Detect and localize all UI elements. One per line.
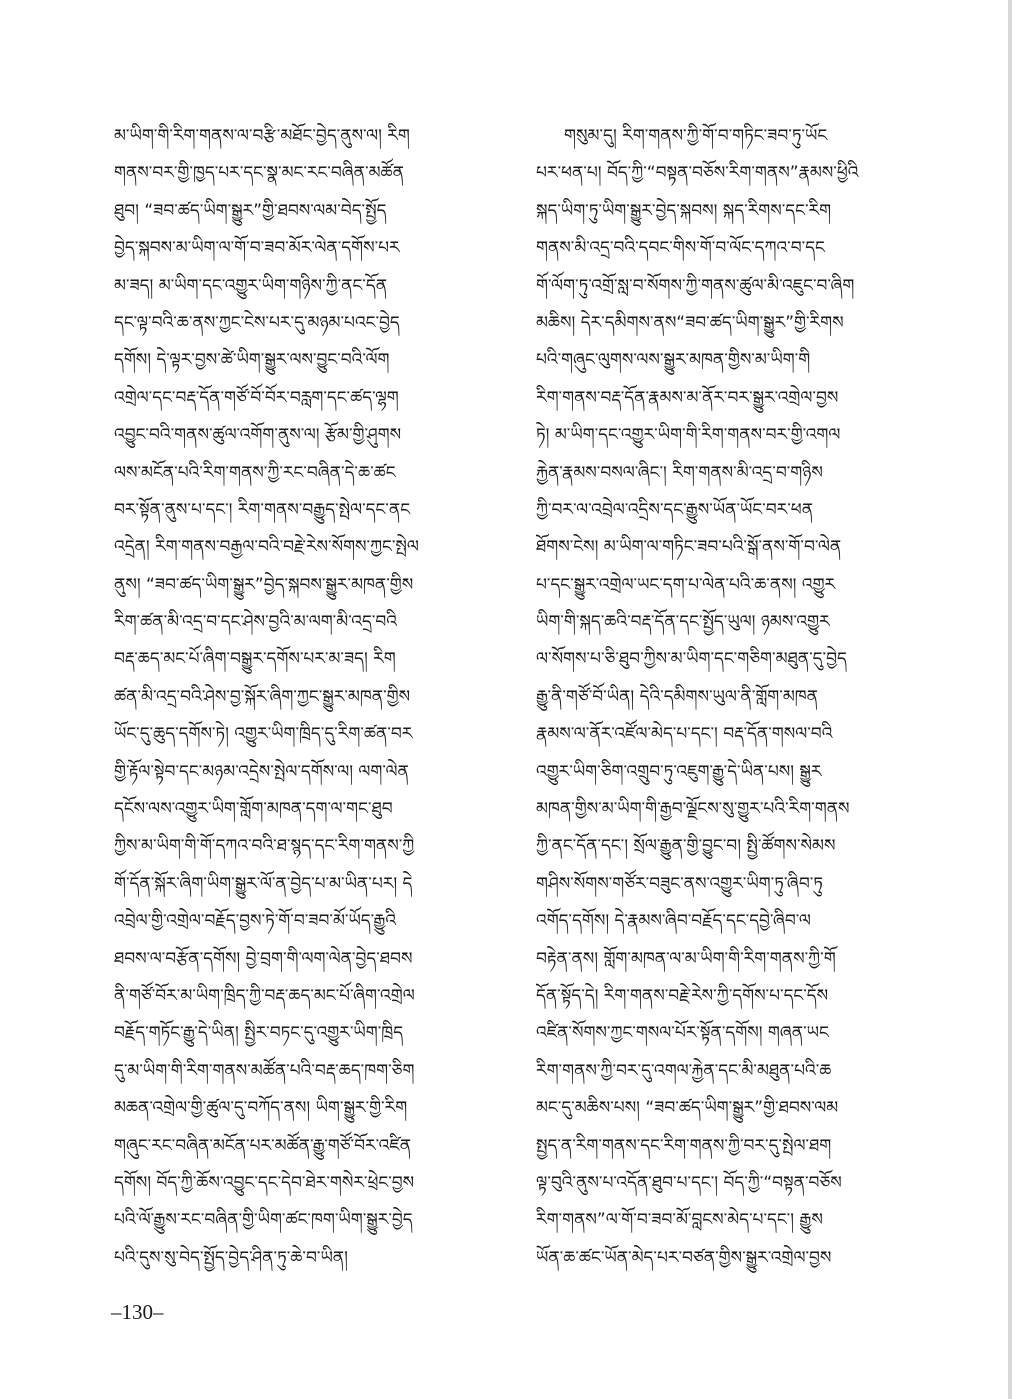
text-line: མ་ཡིག་གི་རིག་གནས་ལ་བརྩི་མཐོང་བྱེད་ནུས་ལ། རིག bbox=[114, 126, 410, 146]
text-line: པའི་དུས་སུ་བེད་སྤྱོད་བྱེད་ཤིན་ཏུ་ཆེ་བ་ཡིན། bbox=[114, 1247, 348, 1268]
text-line: བརྗོད་གཏོང་རྒྱུ་དེ་ཡིན། སྤྱིར་བཏང་དུ་འགྱུར་ཡིག་ཁྲིད bbox=[114, 1023, 404, 1044]
page-edge bbox=[1008, 0, 1012, 1399]
text-line: མང་དུ་མཆིས་པས། “ཟབ་ཚད་ཡིག་སྒྱུར”གྱི་ཐབས་ལམ bbox=[536, 1098, 839, 1119]
text-line: སྐད་ཡིག་ཏུ་ཡིག་སྒྱུར་བྱེད་སྐབས། སྐད་རིགས་དང་རིག bbox=[536, 200, 832, 221]
text-line: པའི་གཞུང་ལུགས་ལས་སྒྱུར་མཁན་གྱིས་མ་ཡིག་གི bbox=[536, 350, 811, 371]
text-line: རྐྱེན་རྣམས་བསལ་ཞིང་། རིག་གནས་མི་འདྲ་བ་གཉིས bbox=[536, 462, 823, 483]
text-line: དངོས་ལས་འགྱུར་ཡིག་གློག་མཁན་དག་ལ་གང་ཐུབ bbox=[114, 799, 393, 820]
text-line: ཡོན་ཆ་ཚང་ཡོན་མེད་པར་བཙན་གྱིས་སྒྱུར་འགྲེལ་བྱས bbox=[536, 1247, 832, 1268]
text-line: འགོད་དགོས། དེ་རྣམས་ཞིབ་བརྗོད་དང་དབྱེ་ཞིབ་ལ bbox=[536, 911, 811, 932]
text-line: འབྱུང་བའི་གནས་ཚུལ་འགོག་ནུས་ལ། རྩོམ་གྱི་ཤུགས bbox=[114, 425, 402, 446]
text-line: འགྲེལ་དང་བརྡ་དོན་གཙོ་བོ་བོར་བརླག་དང་ཚད་ལྷག bbox=[114, 387, 399, 408]
text-line: མ་ཟད། མ་ཡིག་དང་འགྱུར་ཡིག་གཉིས་ཀྱི་ནང་དོན bbox=[114, 275, 388, 296]
text-line: གཞུང་རང་བཞིན་མངོན་པར་མཚོན་རྒྱུ་གཙོ་བོར་འཛིན bbox=[114, 1135, 412, 1156]
text-line: པ་དང་སྒྱུར་འགྲེལ་ཡང་དག་པ་ལེན་པའི་ཆ་ནས། འགྱུར bbox=[536, 574, 836, 595]
text-line: རྣམས་ལ་ནོར་འཛོལ་མེད་པ་དང་། བརྡ་དོན་གསལ་བའི bbox=[536, 724, 833, 745]
text-line: ཐབས་ལ་བརྩོན་དགོས། བྱེ་བྲག་གི་ལག་ལེན་བྱེད་ཐབས bbox=[114, 948, 413, 969]
text-line: བརྡ་ཆད་མང་པོ་ཞིག་བསྒྱུར་དགོས་པར་མ་ཟད། རིག bbox=[114, 649, 396, 670]
text-line: མཆིས། དེར་དམིགས་ནས“ཟབ་ཚད་ཡིག་སྒྱུར”གྱི་རིགས bbox=[536, 312, 844, 333]
text-line: དང་ལྟ་བའི་ཆ་ནས་ཀྱང་ངེས་པར་དུ་མཉམ་པའང་བྱེད bbox=[114, 312, 400, 333]
text-line: ཚན་མི་འདྲ་བའི་ཤེས་བྱ་སྐོར་ཞིག་ཀྱང་སྒྱུར་མཁན་གྱིས bbox=[114, 686, 411, 707]
text-line: དོན་སྟོད་དེ། རིག་གནས་བརྗེ་རེས་ཀྱི་དགོས་པ་དང་དོས bbox=[536, 985, 829, 1006]
text-line: བརྟེན་ནས། གློག་མཁན་ལ་མ་ཡིག་གི་རིག་གནས་ཀྱི་གོ bbox=[536, 948, 836, 969]
text-line: བར་སྟོན་ནུས་པ་དང་། རིག་གནས་བརྒྱུད་སྤེལ་དང་ནང bbox=[114, 499, 411, 520]
text-line: དུ་མ་ཡིག་གི་རིག་གནས་མཚོན་པའི་བརྡ་ཆད་ཁག་ཅིག bbox=[114, 1060, 415, 1081]
text-line: ཡིག་གི་སྐད་ཆའི་བརྡ་དོན་དང་སྤྱོད་ཡུལ། ཉམས་འགྱུར bbox=[536, 612, 830, 633]
text-line: འགྱུར་ཡིག་ཅིག་འགྲུབ་ཏུ་འཇུག་རྒྱུ་དེ་ཡིན་པས། སྒྱུར bbox=[536, 761, 822, 782]
text-line: དགོས། དེ་ལྟར་བྱས་ཚེ་ཡིག་སྒྱུར་ལས་བྱུང་བའི་ལོག bbox=[114, 350, 390, 371]
text-line: འཛིན་སོགས་ཀྱང་གསལ་པོར་སྟོན་དགོས། གཞན་ཡང bbox=[536, 1023, 829, 1044]
text-line: སྤྱད་ན་རིག་གནས་དང་རིག་གནས་ཀྱི་བར་དུ་སྤེལ་ཐག bbox=[536, 1135, 832, 1156]
text-line: གཤིས་སོགས་གཙོར་བཟུང་ནས་འགྱུར་ཡིག་ཏུ་ཞིབ་ཏུ bbox=[536, 873, 823, 894]
text-line: ཐོགས་ངེས། མ་ཡིག་ལ་གཏིང་ཟབ་པའི་སྒོ་ནས་གོ་བ་ལེན bbox=[536, 537, 842, 558]
text-line: འདྲེན། རིག་གནས་བརྒྱལ་བའི་བརྗེ་རེས་སོགས་ཀྱང་སྤེལ bbox=[114, 537, 419, 558]
text-line: ཡོང་དུ་ཆུད་དགོས་ཏེ། འགྱུར་ཡིག་ཁྲིད་དུ་རིག་ཚན་བར bbox=[114, 724, 413, 745]
text-line: ལྟ་བུའི་ནུས་པ་འདོན་ཐུབ་པ་དང་། བོད་ཀྱི་“བསྟན་བཅོས bbox=[536, 1172, 842, 1193]
text-line: ཏེ། མ་ཡིག་དང་འགྱུར་ཡིག་གི་རིག་གནས་བར་གྱི་འགལ bbox=[536, 425, 841, 446]
text-line: རྒྱུ་ནི་གཙོ་བོ་ཡིན། དེའི་དམིགས་ཡུལ་ནི་གློག་མཁན bbox=[536, 686, 818, 707]
text-line: ཀྱི་བར་ལ་འབྲེལ་འདྲིས་དང་རྒྱུས་ཡོན་ཡོང་བར་ཕན bbox=[536, 499, 814, 520]
text-line: ལ་སོགས་པ་ཅི་ཐུབ་ཀྱིས་མ་ཡིག་དང་གཅིག་མཐུན་དུ་བྱེད bbox=[536, 649, 847, 670]
text-line: གོ་དོན་སྐོར་ཞིག་ཡིག་སྒྱུར་ལོ་ན་བྱེད་པ་མ་ཡིན་པར། དེ bbox=[114, 873, 413, 894]
text-line: རིག་ཚན་མི་འདྲ་བ་དང་ཤེས་བྱའི་མ་ལག་མི་འདྲ་བའི bbox=[114, 612, 397, 633]
text-line: དགོས། བོད་ཀྱི་ཆོས་འབྱུང་དང་དེབ་ཐེར་གསེར་ཕྲེང་བྱས bbox=[114, 1172, 415, 1193]
text-line: ནི་གཙོ་བོར་མ་ཡིག་ཁྲིད་ཀྱི་བརྡ་ཆད་མང་པོ་ཞིག་འགྲེལ bbox=[114, 985, 415, 1006]
text-line: བྱེད་སྐབས་མ་ཡིག་ལ་གོ་བ་ཟབ་མོར་ལེན་དགོས་པར bbox=[114, 238, 400, 259]
text-line: ཀྱིས་མ་ཡིག་གི་གོ་དཀའ་བའི་ཐ་སྙད་དང་རིག་གནས་ཀྱི bbox=[114, 836, 415, 857]
text-line: གནས་མི་འདྲ་བའི་དབང་གིས་གོ་བ་ལོང་དཀའ་བ་དང bbox=[536, 238, 825, 259]
text-line: གནས་བར་གྱི་ཁྱད་པར་དང་སྣ་མང་རང་བཞིན་མཚོན bbox=[114, 163, 404, 184]
text-line: ནུས། “ཟབ་ཚད་ཡིག་སྒྱུར”བྱེད་སྐབས་སྒྱུར་མཁན་གྱིས bbox=[114, 574, 414, 595]
text-line: རིག་གནས་ཀྱི་བར་དུ་འགལ་རྐྱེན་དང་མི་མཐུན་པའི་ཆ bbox=[536, 1060, 832, 1081]
text-line: མཁན་གྱིས་མ་ཡིག་གི་རྒྱབ་ལྗོངས་སུ་གྱུར་པའི་རིག་གནས bbox=[536, 799, 850, 820]
text-line: ཀྱི་ནང་དོན་དང་། སྲོལ་རྒྱུན་གྱི་བྱུང་བ། སྤྱི་ཚོགས་སེམས bbox=[536, 836, 836, 857]
text-line: རིག་གནས”ལ་གོ་བ་ཟབ་མོ་བླངས་མེད་པ་དང་། རྒྱུས bbox=[536, 1210, 823, 1231]
text-line: རིག་གནས་བརྡ་དོན་རྣམས་མ་ནོར་བར་སྒྱུར་འགྲེལ་བྱས bbox=[536, 387, 839, 408]
text-line: ཐུབ། “ཟབ་ཚད་ཡིག་སྒྱུར”གྱི་ཐབས་ལམ་བེད་སྤྱོད bbox=[114, 200, 387, 221]
text-line: ལས་མངོན་པའི་རིག་གནས་ཀྱི་རང་བཞིན་དེ་ཆ་ཚང bbox=[114, 462, 396, 483]
text-line: མཆན་འགྲེལ་གྱི་ཚུལ་དུ་བཀོད་ནས། ཡིག་སྒྱུར་གྱི་རིག bbox=[114, 1098, 408, 1119]
text-line: པར་ཕན་པ། བོད་ཀྱི་“བསྟན་བཅོས་རིག་གནས”རྣམས་ཕྱིའི bbox=[536, 163, 859, 184]
left-text-column bbox=[114, 118, 509, 1288]
text-line: གོ་ལོག་ཏུ་འགྲོ་སླ་བ་སོགས་ཀྱི་གནས་ཚུལ་མི་འཇུང་བ་ཞིག bbox=[536, 275, 855, 296]
text-line: འབྲེལ་གྱི་འགྲེལ་བརྗོད་བྱས་ཏེ་གོ་བ་ཟབ་མོ་ཡོད་རྒྱུའི bbox=[114, 911, 397, 932]
text-line: གྱི་རྟོལ་སྟེབ་དང་མཉམ་འདྲེས་སྤེལ་དགོས་ལ། ལག་ལེན bbox=[114, 761, 409, 782]
right-text-column bbox=[536, 118, 931, 1288]
text-line: པའི་ལོ་རྒྱུས་རང་བཞིན་གྱི་ཡིག་ཚང་ཁག་ཡིག་སྒྱུར་བྱེད bbox=[114, 1210, 413, 1231]
text-line: གསུམ་དུ། རིག་གནས་ཀྱི་གོ་བ་གཏིང་ཟབ་ཏུ་ཡོང bbox=[564, 126, 828, 146]
page-number: –130– bbox=[111, 1300, 164, 1324]
